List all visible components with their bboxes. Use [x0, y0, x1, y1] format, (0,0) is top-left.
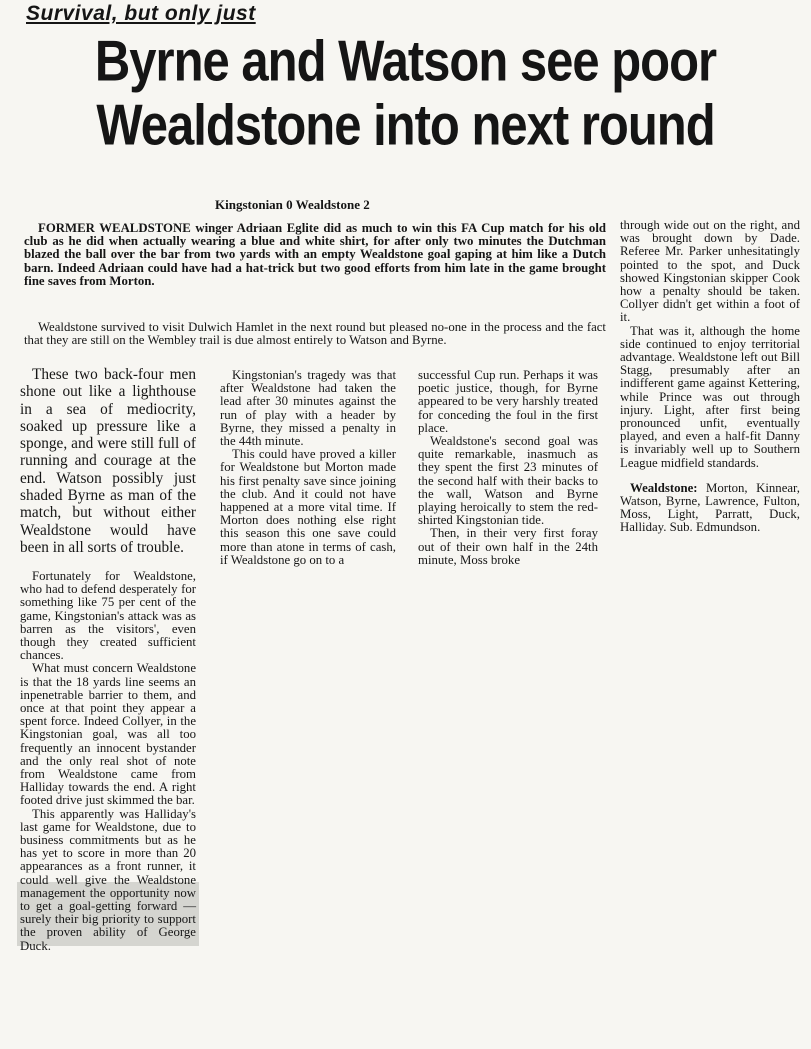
team-label: Wealdstone: — [630, 480, 698, 495]
headline-line-2: Wealdstone into next round — [96, 93, 715, 158]
col2-para-1: Kingstonian's tragedy was that after Wealdstone had taken the lead after 30 minutes against the run of play with a header by Byrne, they missed a penalty in the 44th minute. — [220, 368, 396, 449]
lead-paragraph: FORMER WEALDSTONE winger Adriaan Eglite did as much to win this FA Cup match for his old club as he did when actually wearing a blue and white shirt, for after only two minutes the Dutchman blazed the ball over the bar from two yards with an empty Wealdstone goal gaping at him like a Dutch barn. Indeed Adriaan could have had a hat-trick but two good efforts from him late in the game brought fine saves from Morton. — [24, 221, 606, 288]
col1-para-2: Fortunately for Wealdstone, who had to defend desperately for something like 75 per cent of the game, Kingstonian's attack was as barren as the visitors', even though they created sufficient chances. — [20, 569, 196, 663]
column-1-top — [20, 366, 196, 556]
column-3 — [418, 369, 598, 567]
col1-para-1: These two back-four men shone out like a lighthouse in a sea of mediocrity, soaked up pressure like a sponge, and were still full of running and courage at the end. Watson possibly just shaded Byrne as man of the match, but without either Wealdstone would have been in all sorts of trouble. — [20, 366, 196, 556]
col2-para-2: This could have proved a killer for Wealdstone but Morton made his first penalty save since joining the club. And it could not have happened at a more vital time. If Morton does nothing else right this season this one save could more than atone in terms of cash, if Wealdstone go on to a — [220, 447, 396, 567]
col1-para-3: What must concern Wealdstone is that the 18 yards line seems an inpenetrable barrier to them, and once at that point they appear a spent force. Indeed Collyer, in the Kingstonian goal, was all too frequently an innocent bystander and the only real shot of note from Wealdstone came from Halliday towards the end. A right footed drive just skimmed the bar. — [20, 661, 196, 808]
col3-para-1: successful Cup run. Perhaps it was poetic justice, though, for Byrne appeared to be very harshly treated for conceding the foul in the first place. — [418, 368, 598, 435]
col1-para-4: This apparently was Halliday's last game for Wealdstone, due to business commitments but as he has yet to score in more than 20 appearances as a front runner, it could well give the Wealdstone management the opportunity now to get a goal-getting forward — surely their big priority to support the proven ability of George Duck. — [20, 806, 196, 953]
col3-para-3: Then, in their very first foray out of their own half in the 24th minute, Moss broke — [418, 526, 598, 567]
headline-line-1: Byrne and Watson see poor — [94, 30, 717, 94]
col4-para-1: through wide out on the right, and was brought down by Dade. Referee Mr. Parker unhesitatingly pointed to the spot, and Duck showed Kingstonian skipper Cook how a penalty should be taken. Collyer didn't get within a foot of it. — [620, 218, 800, 325]
col4-para-2: That was it, although the home side continued to enjoy territorial advantage. Wealdstone left out Bill Stagg, presumably after an indifferent game against Kettering, while Prince was out through injury. Light, after first being pronounced unfit, eventually played, and even a half-fit Danny is invariably well up to Southern League midfield standards. — [620, 323, 800, 470]
headline — [0, 30, 811, 157]
column-2 — [220, 369, 396, 567]
team-lineup — [620, 482, 800, 535]
col3-para-2: Wealdstone's second goal was quite remarkable, inasmuch as they spent the first 23 minutes of the second half with their backs to the wall, Watson and Byrne playing heroically to stem the red-shirted Kingstonian tide. — [418, 434, 598, 528]
intro-paragraph: Wealdstone survived to visit Dulwich Hamlet in the next round but pleased no-one in the process and the fact that they are still on the Wembley trail is due almost entirely to Watson and Byrne. — [24, 320, 606, 348]
column-4 — [620, 219, 800, 535]
team-list: Morton, Kinnear, Watson, Byrne, Lawrence, Fulton, Moss, Light, Parratt, Duck, Halliday. Sub. Edmundson. — [620, 480, 800, 535]
column-1 — [20, 570, 196, 953]
kicker: Survival, but only just — [26, 2, 256, 25]
match-result: Kingstonian 0 Wealdstone 2 — [215, 197, 370, 212]
